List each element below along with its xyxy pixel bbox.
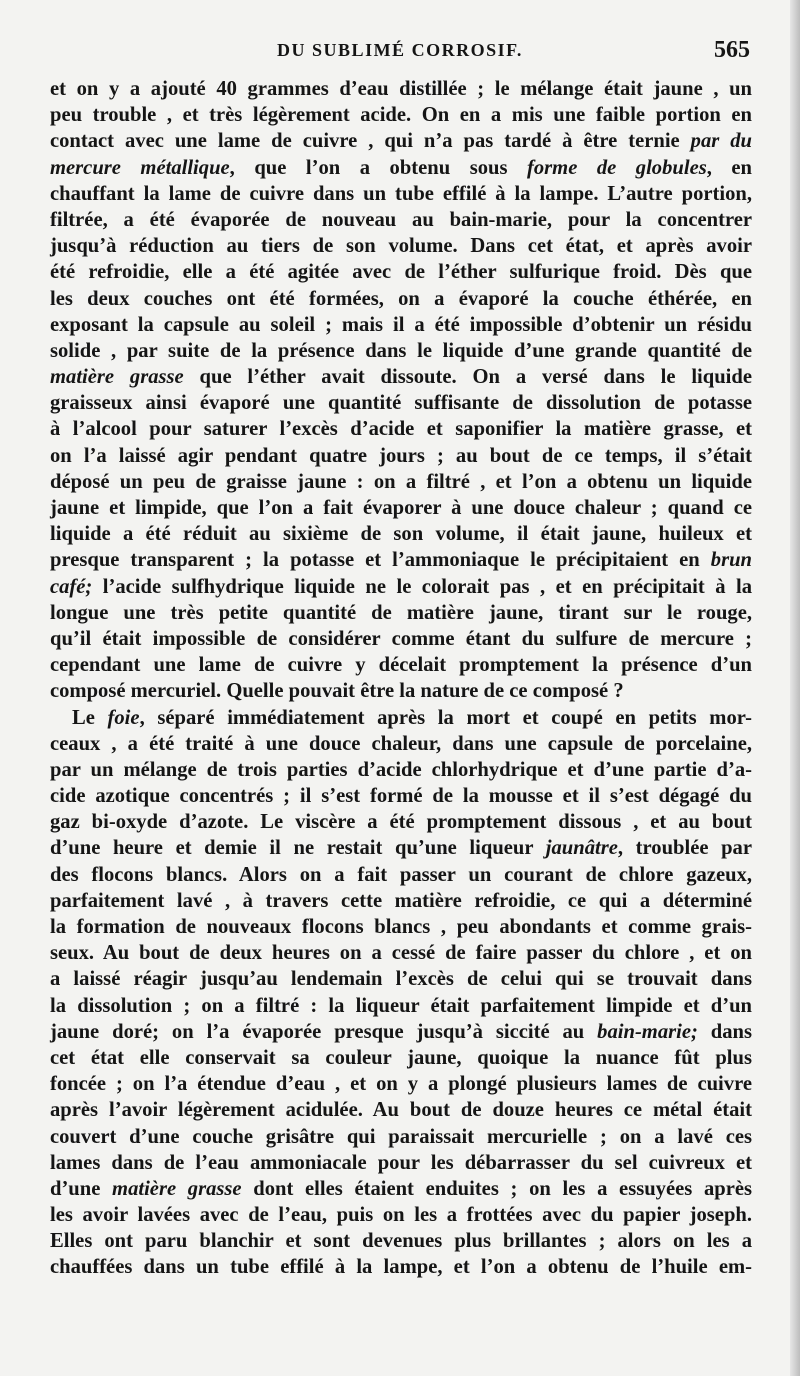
text-line bbox=[50, 966, 752, 992]
italic-text: mercure métallique bbox=[50, 156, 230, 179]
text-line bbox=[50, 76, 752, 102]
text-segment: longue une très petite quantité de matière jaune, tirant sur le rouge, bbox=[50, 601, 752, 624]
text-segment: parfaitement lavé , à travers cette matière refroidie, ce qui a déterminé bbox=[50, 889, 752, 912]
text-line bbox=[50, 626, 752, 652]
italic-text: matière grasse bbox=[112, 1177, 242, 1200]
text-line bbox=[50, 521, 752, 547]
text-segment: d’une bbox=[50, 1177, 113, 1200]
text-line bbox=[50, 364, 752, 390]
text-line bbox=[50, 495, 752, 521]
text-segment: la formation de nouveaux flocons blancs , peu abondants et comme grais- bbox=[50, 916, 752, 938]
text-line bbox=[50, 940, 752, 966]
text-segment: chauffées dans un tube effilé à la lampe, et l’on a obtenu de l’huile em- bbox=[50, 1256, 752, 1279]
italic-text: forme de globules bbox=[527, 156, 707, 179]
text-segment: l’acide sulfhydrique liquide ne le colorait pas , et en précipitait à la bbox=[92, 575, 752, 598]
text-segment: cet état elle conservait sa couleur jaune, quoique la nuance fût plus bbox=[50, 1046, 752, 1069]
italic-text: par du bbox=[690, 130, 752, 153]
text-line bbox=[50, 1124, 752, 1150]
text-segment: dans bbox=[697, 1020, 752, 1043]
text-segment: d’une heure et demie il ne restait qu’une liqueur bbox=[50, 837, 546, 860]
text-segment: cide azotique concentrés ; il s’est formé de la mousse et il s’est dégagé du bbox=[50, 785, 752, 808]
text-segment: dont elles étaient enduites ; on les a essuyées après bbox=[241, 1177, 752, 1200]
text-line bbox=[50, 678, 752, 704]
text-segment: à l’alcool pour saturer l’excès d’acide et saponifier la matière grasse, et bbox=[50, 418, 752, 441]
text-segment: , séparé immédiatement après la mort et coupé en petits mor- bbox=[139, 706, 752, 729]
text-segment: déposé un peu de graisse jaune : on a filtré , et l’on a obtenu un liquide bbox=[50, 470, 752, 493]
italic-text: bain-marie; bbox=[597, 1020, 698, 1043]
text-segment: composé mercuriel. Quelle pouvait être la nature de ce composé ? bbox=[50, 680, 624, 703]
text-line bbox=[50, 416, 752, 442]
text-line bbox=[50, 757, 752, 783]
text-line bbox=[50, 207, 752, 233]
text-segment: solide , par suite de la présence dans le liquide d’une grande quantité de bbox=[50, 339, 752, 362]
page-header bbox=[50, 37, 750, 72]
text-segment: et on y a ajouté 40 grammes d’eau distillée ; le mélange était jaune , un bbox=[50, 78, 752, 100]
text-line bbox=[50, 888, 752, 914]
text-segment: jaune et limpide, que l’on a fait évaporer à une douce chaleur ; quand ce bbox=[50, 497, 752, 519]
text-segment: la dissolution ; on a filtré : la liqueur était parfaitement limpide et d’un bbox=[50, 994, 752, 1017]
text-segment: a laissé réagir jusqu’au lendemain l’excès de celui qui se trouvait dans bbox=[50, 968, 752, 991]
text-line bbox=[50, 1045, 752, 1071]
text-line bbox=[50, 835, 752, 861]
text-line bbox=[50, 1071, 752, 1097]
text-line bbox=[50, 547, 752, 573]
text-segment: cependant une lame de cuivre y décelait promptement la présence d’un bbox=[50, 654, 752, 677]
page-edge-shadow bbox=[790, 0, 800, 1376]
text-line bbox=[50, 469, 752, 495]
text-segment: presque transparent ; la potasse et l’ammoniaque le précipitaient en bbox=[50, 549, 711, 572]
text-line bbox=[50, 1228, 752, 1254]
text-segment: après l’avoir légèrement acidulée. Au bout de douze heures ce métal était bbox=[50, 1099, 752, 1122]
text-segment: gaz bi-oxyde d’azote. Le viscère a été promptement dissous , et au bout bbox=[50, 811, 752, 834]
italic-text: café; bbox=[50, 575, 93, 598]
text-segment: , que l’on a obtenu sous bbox=[229, 156, 527, 179]
text-line bbox=[50, 1150, 752, 1176]
text-segment: lames dans de l’eau ammoniacale pour les débarrasser du sel cuivreux et bbox=[50, 1151, 752, 1174]
text-line bbox=[50, 338, 752, 364]
text-segment: , en bbox=[706, 156, 752, 179]
text-line bbox=[50, 600, 752, 626]
text-segment: , troublée par bbox=[617, 837, 752, 860]
text-segment: ceaux , a été traité à une douce chaleur, dans une capsule de porcelaine, bbox=[50, 732, 752, 755]
text-line bbox=[50, 102, 752, 128]
text-line bbox=[50, 181, 752, 207]
text-line bbox=[50, 233, 752, 259]
text-segment: couvert d’une couche grisâtre qui paraissait mercurielle ; on a lavé ces bbox=[50, 1125, 752, 1148]
text-segment: on l’a laissé agir pendant quatre jours ; au bout de ce temps, il s’était bbox=[50, 444, 752, 467]
text-line bbox=[50, 1202, 752, 1228]
text-segment: seux. Au bout de deux heures on a cessé de faire passer du chlore , et on bbox=[50, 942, 752, 965]
text-segment: chauffant la lame de cuivre dans un tube effilé à la lampe. L’autre portion, bbox=[50, 182, 752, 205]
text-line bbox=[50, 1019, 752, 1045]
text-segment: des flocons blancs. Alors on a fait passer un courant de chlore gazeux, bbox=[50, 863, 752, 886]
text-segment: les avoir lavées avec de l’eau, puis on les a frottées avec du papier joseph. bbox=[50, 1204, 752, 1227]
text-segment: les deux couches ont été formées, on a évaporé la couche éthérée, en bbox=[50, 287, 752, 310]
text-segment: Elles ont paru blanchir et sont devenues plus brillantes ; alors on les a bbox=[50, 1230, 752, 1253]
text-segment: jaune doré; on l’a évaporée presque jusqu’à siccité au bbox=[50, 1020, 598, 1043]
text-segment: que l’éther avait dissoute. On a versé dans le liquide bbox=[183, 366, 752, 389]
text-segment: contact avec une lame de cuivre , qui n’a pas tardé à être ternie bbox=[50, 130, 691, 153]
text-segment: qu’il était impossible de considérer comme étant du sulfure de mercure ; bbox=[50, 627, 752, 650]
running-title: DU SUBLIMÉ CORROSIF. bbox=[277, 40, 523, 60]
italic-text: jaunâtre bbox=[545, 837, 618, 860]
text-segment: foncée ; on l’a étendue d’eau , et on y a plongé plusieurs lames de cuivre bbox=[50, 1073, 752, 1096]
text-segment: jusqu’à réduction au tiers de son volume. Dans cet état, et après avoir bbox=[50, 235, 752, 258]
text-segment: peu trouble , et très légèrement acide. On en a mis une faible portion en bbox=[50, 104, 752, 127]
text-segment: Le bbox=[72, 706, 108, 729]
text-line bbox=[50, 731, 752, 757]
text-segment: graisseux ainsi évaporé une quantité suffisante de dissolution de potasse bbox=[50, 392, 752, 415]
body-text bbox=[50, 76, 752, 1281]
text-segment: par un mélange de trois parties d’acide chlorhydrique et d’une partie d’a- bbox=[50, 758, 752, 781]
text-segment: exposant la capsule au soleil ; mais il a été impossible d’obtenir un résidu bbox=[50, 313, 752, 336]
text-line bbox=[50, 705, 752, 731]
text-line bbox=[50, 128, 752, 154]
italic-text: matière grasse bbox=[50, 366, 184, 389]
text-line bbox=[50, 443, 752, 469]
italic-text: brun bbox=[710, 549, 752, 572]
text-line bbox=[50, 1176, 752, 1202]
text-segment: été refroidie, elle a été agitée avec de l’éther sulfurique froid. Dès que bbox=[50, 261, 752, 284]
text-line bbox=[50, 652, 752, 678]
text-line bbox=[50, 312, 752, 338]
text-line bbox=[50, 993, 752, 1019]
text-line bbox=[50, 783, 752, 809]
text-segment: liquide a été réduit au sixième de son volume, il était jaune, huileux et bbox=[50, 523, 752, 546]
text-line bbox=[50, 862, 752, 888]
text-line bbox=[50, 1097, 752, 1123]
text-line bbox=[50, 809, 752, 835]
text-line bbox=[50, 1254, 752, 1280]
text-line bbox=[50, 390, 752, 416]
text-line bbox=[50, 155, 752, 181]
italic-text: foie bbox=[107, 706, 140, 729]
text-line bbox=[50, 259, 752, 285]
text-line bbox=[50, 574, 752, 600]
page-number: 565 bbox=[714, 37, 750, 63]
text-line bbox=[50, 286, 752, 312]
text-line bbox=[50, 914, 752, 940]
text-segment: filtrée, a été évaporée de nouveau au bain-marie, pour la concentrer bbox=[50, 208, 752, 231]
